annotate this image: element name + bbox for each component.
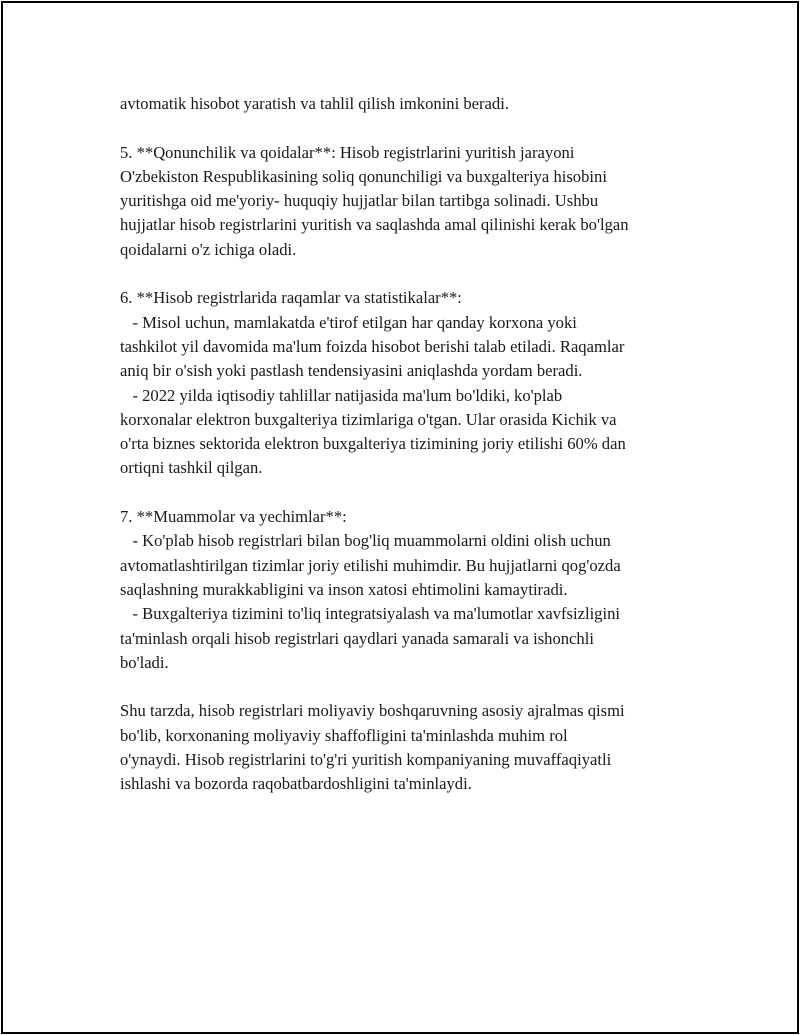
paragraph-gap: [120, 675, 690, 699]
paragraph-section-6: [120, 286, 690, 480]
text-line: avtomatlashtirilgan tizimlar joriy etilishi muhimdir. Bu hujjatlarni qog'ozda: [120, 555, 621, 575]
paragraph-conclusion: [120, 699, 690, 796]
text-line: saqlashning murakkabligini va inson xatosi ehtimolini kamaytiradi.: [120, 579, 568, 599]
text-line: korxonalar elektron buxgalteriya tizimlariga o'tgan. Ular orasida Kichik va: [120, 409, 617, 429]
paragraph-gap: [120, 481, 690, 505]
paragraph-gap: [120, 116, 690, 140]
text-line: hujjatlar hisob registrlarini yuritish va saqlashda amal qilinishi kerak bo'lgan: [120, 215, 629, 235]
text-line: aniq bir o'sish yoki pastlash tendensiyasini aniqlashda yordam beradi.: [120, 361, 583, 381]
list-item-line: - Ko'plab hisob registrlari bilan bog'liq muammolarni oldini olish uchun: [120, 531, 611, 551]
paragraph-section-7: [120, 505, 690, 675]
text-line: qoidalarni o'z ichiga oladi.: [120, 239, 297, 259]
text-line: bo'lib, korxonaning moliyaviy shaffofligini ta'minlashda muhim rol: [120, 725, 568, 745]
text-line: tashkilot yil davomida ma'lum foizda hisobot berishi talab etiladi. Raqamlar: [120, 336, 625, 356]
page-frame: [1, 1, 799, 1034]
section-heading-line: 7. **Muammolar va yechimlar**:: [120, 507, 347, 527]
text-line: o'ynaydi. Hisob registrlarini to'g'ri yuritish kompaniyaning muvaffaqiyatli: [120, 750, 612, 770]
paragraph-gap: [120, 262, 690, 286]
text-line: ta'minlash orqali hisob registrlari qaydlari yanada samarali va ishonchli: [120, 628, 594, 648]
document-body: [120, 92, 690, 797]
paragraph-section-5: [120, 141, 690, 262]
text-line: avtomatik hisobot yaratish va tahlil qilish imkonini beradi.: [120, 94, 509, 113]
section-heading-line: 6. **Hisob registrlarida raqamlar va statistikalar**:: [120, 288, 462, 308]
list-item-line: - Misol uchun, mamlakatda e'tirof etilgan har qanday korxona yoki: [120, 312, 577, 332]
text-line: O'zbekiston Respublikasining soliq qonunchiligi va buxgalteriya hisobini: [120, 166, 607, 186]
text-line: Shu tarzda, hisob registrlari moliyaviy boshqaruvning asosiy ajralmas qismi: [120, 701, 625, 721]
text-line: yuritishga oid me'yoriy- huquqiy hujjatlar bilan tartibga solinadi. Ushbu: [120, 191, 599, 211]
text-line: bo'ladi.: [120, 652, 169, 672]
section-heading-line: 5. **Qonunchilik va qoidalar**: Hisob registrlarini yuritish jarayoni: [120, 142, 575, 162]
paragraph-intro-continuation: [120, 92, 690, 116]
text-line: ishlashi va bozorda raqobatbardoshligini ta'minlaydi.: [120, 774, 472, 794]
text-line: ortiqni tashkil qilgan.: [120, 458, 263, 478]
list-item-line: - 2022 yilda iqtisodiy tahlillar natijasida ma'lum bo'ldiki, ko'plab: [120, 385, 563, 405]
list-item-line: - Buxgalteriya tizimini to'liq integratsiyalash va ma'lumotlar xavfsizligini: [120, 604, 620, 624]
text-line: o'rta biznes sektorida elektron buxgalteriya tizimining joriy etilishi 60% dan: [120, 434, 626, 454]
